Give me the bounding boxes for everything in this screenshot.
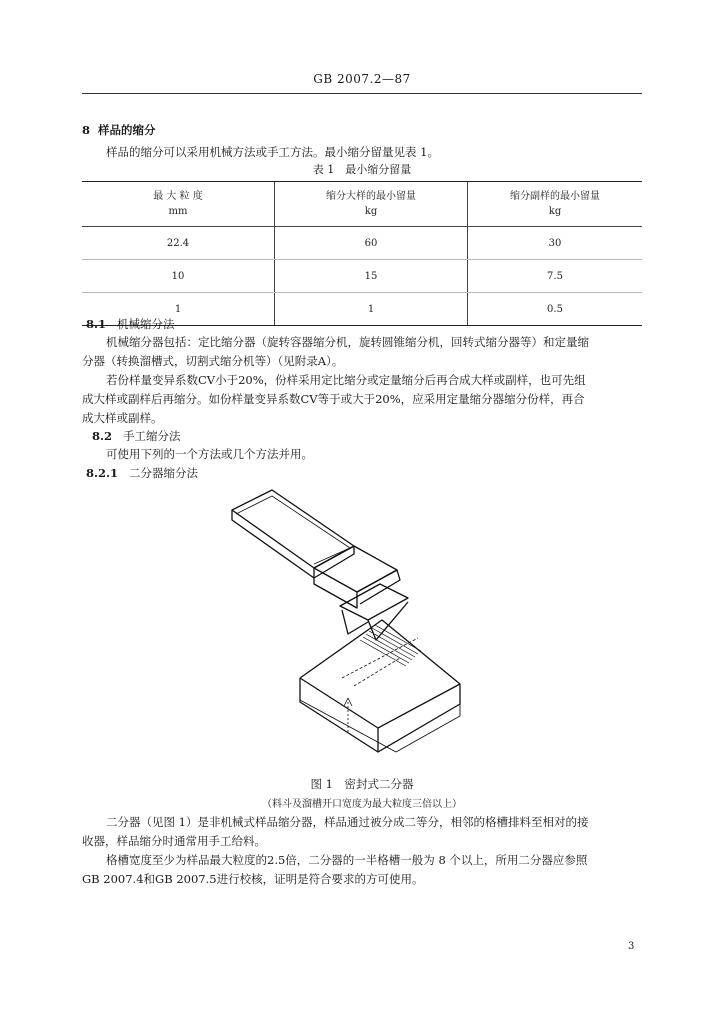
intro-paragraph: 样品的缩分可以采用机械方法或手工方法。最小缩分留量见表 1。: [106, 145, 439, 159]
section-8-2-heading: [92, 428, 180, 444]
section-8-1-title: 机械缩分法: [116, 317, 175, 331]
section-8-number: 8: [82, 123, 91, 137]
table-cell: 7.5: [468, 260, 643, 293]
table-cell: 1: [275, 293, 468, 326]
s81-p1-line2: 分器（转换溜槽式，切割式缩分机等）（见附录A）。: [82, 354, 344, 368]
table-row: [82, 260, 642, 293]
figure-1-subcaption: （料斗及溜槽开口宽度为最大粒度三倍以上）: [262, 799, 462, 810]
section-8-2-1-title: 二分器缩分法: [128, 466, 198, 480]
page-number: 3: [628, 941, 635, 952]
section-8-2-1-heading: [86, 465, 198, 481]
table-header-row: [82, 182, 642, 227]
s82-paragraph: 可使用下列的一个方法或几个方法并用。: [106, 447, 313, 461]
section-8-title: 样品的缩分: [98, 123, 156, 137]
header-large-sample: 缩分大样的最小留量 kg: [275, 182, 468, 227]
table-cell: 10: [82, 260, 275, 293]
section-8-2-title: 手工缩分法: [122, 429, 181, 443]
s81-p2-line1: 若份样量变异系数CV小于20%，份样采用定比缩分或定量缩分后再合成大样或副样，也可先组: [106, 373, 586, 387]
body-p1-line2: 收器，样品缩分时通常用手工给料。: [82, 834, 266, 848]
section-8-1-heading: [86, 316, 174, 332]
table-cell: 60: [275, 227, 468, 260]
s81-p2-line2: 成大样或副样后再缩分。如份样量变异系数CV等于或大于20%，应采用定量缩分器缩分份样，再合: [82, 392, 585, 406]
table-cell: 0.5: [468, 293, 643, 326]
table-cell: 1: [82, 293, 275, 326]
section-8-2-1-number: 8.2.1: [86, 466, 119, 480]
body-p2-line2: GB 2007.4和GB 2007.5进行校核，证明是符合要求的方可使用。: [82, 872, 424, 886]
table-1-caption: 表 1 最小缩分留量: [312, 163, 412, 176]
figure-1-caption: 图 1 密封式二分器: [310, 777, 414, 791]
header-rule: [82, 93, 642, 94]
section-8-heading: [82, 122, 156, 138]
table-cell: 22.4: [82, 227, 275, 260]
header-sub-sample: 缩分副样的最小留量 kg: [468, 182, 643, 227]
body-p1-line1: 二分器（见图 1）是非机械式样品缩分器，样品通过被分成二等分，相邻的格槽排料至相对的接: [106, 815, 589, 829]
table-cell: 30: [468, 227, 643, 260]
s81-p1-line1: 机械缩分器包括：定比缩分器（旋转容器缩分机，旋转圆锥缩分机，回转式缩分器等）和定量缩: [106, 335, 589, 349]
s81-p2-line3: 成大样或副样。: [82, 411, 163, 425]
header-max-grain: 最 大 粒 度 mm: [82, 182, 275, 227]
section-8-2-number: 8.2: [92, 429, 113, 443]
page-header: GB 2007.2—87: [313, 72, 411, 86]
table-cell: 15: [275, 260, 468, 293]
table-1: [82, 182, 642, 326]
section-8-1-number: 8.1: [86, 317, 107, 331]
table-row: [82, 227, 642, 260]
body-p2-line1: 格槽宽度至少为样品最大粒度的2.5倍，二分器的一半格槽一般为 8 个以上，所用二分器应参照: [106, 853, 588, 867]
riffle-divider-figure: [222, 488, 482, 768]
